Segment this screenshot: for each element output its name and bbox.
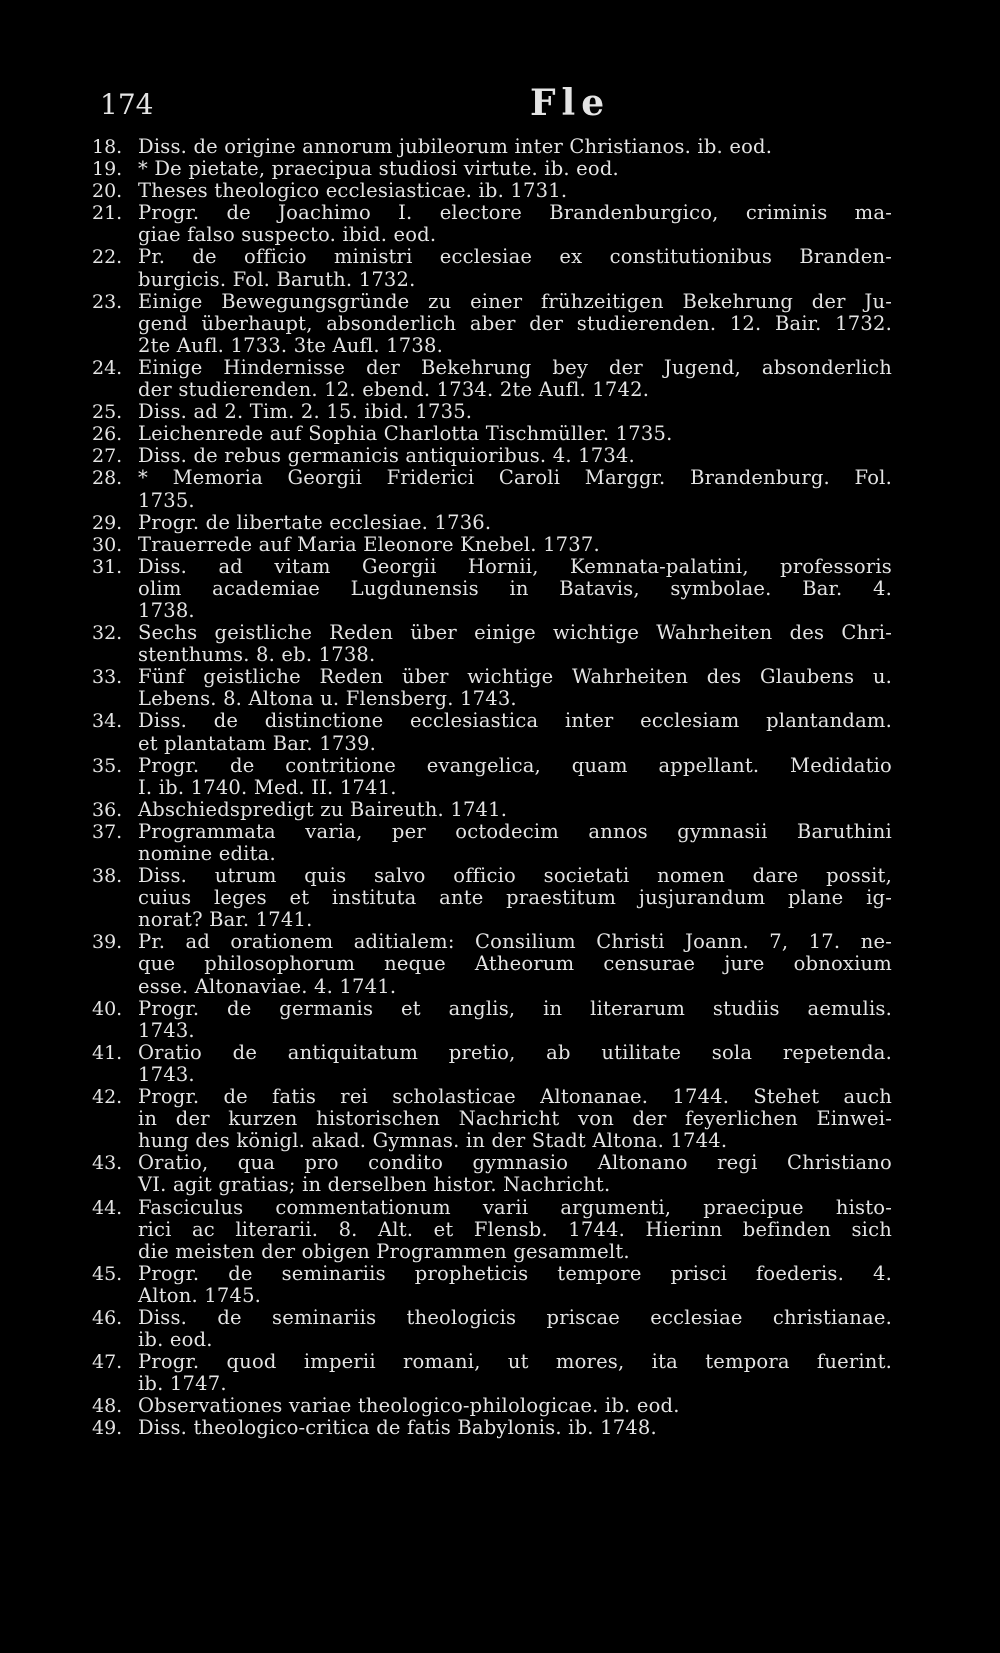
entry-number: 36. (92, 798, 123, 821)
entry-number: 43. (92, 1152, 123, 1175)
entry-line: Einige Bewegungsgründe zu einer frühzeitigen Bekehrung der Ju- (138, 289, 892, 313)
entry-line: cuius leges et instituta ante praestitum jusjurandum plane ig- (138, 886, 892, 910)
entry-text (138, 1197, 892, 1263)
entry-text (138, 246, 892, 290)
bibliography-entry (92, 246, 892, 290)
entry-line: burgicis. Fol. Baruth. 1732. (138, 267, 416, 291)
entry-text (138, 180, 892, 202)
entry-line: Oratio, qua pro condito gymnasio Altonano regi Christiano (138, 1151, 892, 1175)
entry-number: 46. (92, 1306, 123, 1329)
bibliography-entry (92, 666, 892, 710)
entry-text (138, 445, 892, 467)
entry-number: 35. (92, 754, 123, 777)
bibliography-entry (92, 755, 892, 799)
bibliography-entry (92, 1086, 892, 1152)
entry-line: * Memoria Georgii Friderici Caroli Marggr. Brandenburg. Fol. (138, 466, 892, 490)
entry-line: Diss. ad vitam Georgii Hornii, Kemnata-palatini, professoris (138, 554, 892, 578)
entry-number: 42. (92, 1086, 123, 1109)
entry-number: 26. (92, 423, 123, 446)
bibliography-entry (92, 556, 892, 622)
entry-line: 1735. (138, 488, 195, 512)
entry-number: 40. (92, 997, 123, 1020)
entry-line: Fasciculus commentationum varii argumenti, praecipue histo- (138, 1195, 892, 1219)
entry-line: norat? Bar. 1741. (138, 908, 313, 932)
entry-line: I. ib. 1740. Med. II. 1741. (138, 775, 397, 799)
entry-text (138, 799, 892, 821)
entry-line: Progr. de contritione evangelica, quam appellant. Medidatio (138, 753, 892, 777)
entry-text (138, 401, 892, 423)
entry-text (138, 202, 892, 246)
entry-text (138, 1417, 892, 1439)
entry-number: 45. (92, 1262, 123, 1285)
entry-line: Programmata varia, per octodecim annos gymnasii Baruthini (138, 819, 892, 843)
entry-line: Diss. de origine annorum jubileorum inter Christianos. ib. eod. (138, 135, 773, 158)
bibliography-entry (92, 1351, 892, 1395)
entry-line: 1738. (138, 598, 195, 622)
bibliography-entry (92, 180, 892, 202)
bibliography-entry (92, 401, 892, 423)
entry-line: VI. agit gratias; in derselben histor. Nachricht. (138, 1173, 611, 1197)
bibliography-entry (92, 710, 892, 754)
entry-text (138, 467, 892, 511)
bibliography-entry (92, 931, 892, 997)
entry-number: 30. (92, 533, 123, 556)
bibliography-list (92, 136, 892, 1440)
bibliography-entry (92, 467, 892, 511)
entry-line: Oratio de antiquitatum pretio, ab utilitate sola repetenda. (138, 1040, 892, 1064)
bibliography-entry (92, 1417, 892, 1439)
entry-number: 44. (92, 1196, 123, 1219)
entry-line: die meisten der obigen Programmen gesammelt. (138, 1239, 630, 1263)
entry-line: der studierenden. 12. ebend. 1734. 2te Aufl. 1742. (138, 378, 650, 402)
entry-line: Theses theologico ecclesiasticae. ib. 1731. (138, 179, 568, 203)
bibliography-entry (92, 357, 892, 401)
entry-line: Diss. theologico-critica de fatis Babylonis. ib. 1748. (138, 1416, 657, 1440)
entry-line: olim academiae Lugdunensis in Batavis, symbolae. Bar. 4. (138, 576, 892, 600)
entry-text (138, 1307, 892, 1351)
bibliography-entry (92, 1197, 892, 1263)
entry-number: 41. (92, 1041, 123, 1064)
entry-line: rici ac literarii. 8. Alt. et Flensb. 1744. Hierinn befinden sich (138, 1217, 892, 1241)
entry-text (138, 1395, 892, 1417)
bibliography-entry (92, 423, 892, 445)
entry-number: 22. (92, 246, 123, 269)
running-head: Fle (530, 82, 611, 124)
entry-line: Abschiedspredigt zu Baireuth. 1741. (138, 797, 508, 821)
entry-line: Trauerrede auf Maria Eleonore Knebel. 1737. (138, 532, 600, 556)
entry-text (138, 1086, 892, 1152)
entry-line: Diss. ad 2. Tim. 2. 15. ibid. 1735. (138, 400, 473, 424)
entry-text (138, 534, 892, 556)
entry-line: Progr. de Joachimo I. electore Brandenburgico, criminis ma- (138, 201, 892, 225)
entry-number: 28. (92, 467, 123, 490)
entry-line: Einige Hindernisse der Bekehrung bey der Jugend, absonderlich (138, 355, 892, 379)
entry-number: 18. (92, 136, 123, 158)
bibliography-entry (92, 998, 892, 1042)
entry-number: 33. (92, 666, 123, 689)
bibliography-entry (92, 158, 892, 180)
entry-line: que philosophorum neque Atheorum censurae jure obnoxium (138, 952, 892, 976)
entry-line: ib. 1747. (138, 1372, 227, 1396)
entry-line: Sechs geistliche Reden über einige wichtige Wahrheiten des Chri- (138, 621, 892, 645)
entry-line: ib. eod. (138, 1328, 213, 1352)
entry-text (138, 710, 892, 754)
bibliography-entry (92, 1152, 892, 1196)
entry-number: 31. (92, 555, 123, 578)
entry-line: gend überhaupt, absonderlich aber der studierenden. 12. Bair. 1732. (138, 311, 892, 335)
entry-text (138, 931, 892, 997)
entry-number: 20. (92, 180, 123, 203)
entry-line: Diss. de rebus germanicis antiquioribus. 4. 1734. (138, 444, 635, 468)
entry-number: 32. (92, 622, 123, 645)
entry-text (138, 998, 892, 1042)
entry-number: 47. (92, 1351, 123, 1374)
entry-line: Diss. de seminariis theologicis priscae ecclesiae christianae. (138, 1305, 892, 1329)
entry-line: in der kurzen historischen Nachricht von der feyerlichen Einwei- (138, 1107, 892, 1131)
entry-line: 1743. (138, 1018, 195, 1042)
entry-text (138, 865, 892, 931)
bibliography-entry (92, 445, 892, 467)
entry-line: Pr. ad orationem aditialem: Consilium Christi Joann. 7, 17. ne- (138, 930, 892, 954)
entry-number: 27. (92, 445, 123, 468)
entry-number: 24. (92, 356, 123, 379)
bibliography-entry (92, 202, 892, 246)
entry-text (138, 1152, 892, 1196)
bibliography-entry (92, 1395, 892, 1417)
entry-number: 21. (92, 202, 123, 225)
entry-text (138, 1042, 892, 1086)
entry-line: et plantatam Bar. 1739. (138, 731, 377, 755)
entry-text (138, 512, 892, 534)
entry-line: Diss. utrum quis salvo officio societati nomen dare possit, (138, 864, 892, 888)
page-header (100, 82, 890, 128)
bibliography-entry (92, 821, 892, 865)
entry-number: 23. (92, 290, 123, 313)
entry-line: 2te Aufl. 1733. 3te Aufl. 1738. (138, 333, 443, 357)
entry-line: Fünf geistliche Reden über wichtige Wahrheiten des Glaubens u. (138, 665, 892, 689)
bibliography-entry (92, 799, 892, 821)
entry-number: 19. (92, 158, 123, 181)
entry-line: Diss. de distinctione ecclesiastica inter ecclesiam plantandam. (138, 709, 892, 733)
entry-line: giae falso suspecto. ibid. eod. (138, 223, 437, 247)
page-number: 174 (100, 88, 154, 121)
entry-number: 39. (92, 931, 123, 954)
entry-text (138, 1351, 892, 1395)
entry-line: Leichenrede auf Sophia Charlotta Tischmüller. 1735. (138, 422, 673, 446)
entry-text (138, 556, 892, 622)
bibliography-entry (92, 1263, 892, 1307)
entry-line: Progr. de seminariis propheticis tempore prisci foederis. 4. (138, 1261, 892, 1285)
entry-line: Observationes variae theologico-philologicae. ib. eod. (138, 1394, 680, 1418)
bibliography-entry (92, 622, 892, 666)
entry-line: esse. Altonaviae. 4. 1741. (138, 974, 397, 998)
entry-line: 1743. (138, 1062, 195, 1086)
entry-line: Progr. de libertate ecclesiae. 1736. (138, 510, 492, 534)
bibliography-entry (92, 534, 892, 556)
entry-number: 34. (92, 710, 123, 733)
entry-text (138, 1263, 892, 1307)
entry-number: 25. (92, 401, 123, 424)
bibliography-entry (92, 1307, 892, 1351)
entry-text (138, 291, 892, 357)
entry-text (138, 755, 892, 799)
entry-text (138, 821, 892, 865)
entry-number: 48. (92, 1395, 123, 1418)
entry-text (138, 666, 892, 710)
entry-text (138, 357, 892, 401)
bibliography-entry (92, 512, 892, 534)
entry-line: nomine edita. (138, 842, 276, 865)
entry-number: 49. (92, 1417, 123, 1440)
entry-line: Lebens. 8. Altona u. Flensberg. 1743. (138, 687, 517, 711)
entry-line: Progr. de fatis rei scholasticae Altonanae. 1744. Stehet auch (138, 1085, 892, 1109)
entry-text (138, 622, 892, 666)
entry-text (138, 423, 892, 445)
bibliography-entry (92, 291, 892, 357)
bibliography-entry (92, 1042, 892, 1086)
entry-line: Progr. de germanis et anglis, in literarum studiis aemulis. (138, 996, 892, 1020)
entry-number: 29. (92, 511, 123, 534)
entry-line: stenthums. 8. eb. 1738. (138, 643, 376, 667)
entry-number: 38. (92, 865, 123, 888)
entry-line: hung des königl. akad. Gymnas. in der Stadt Altona. 1744. (138, 1129, 728, 1153)
entry-line: * De pietate, praecipua studiosi virtute. ib. eod. (138, 157, 619, 181)
entry-text (138, 136, 892, 158)
bibliography-entry (92, 136, 892, 158)
entry-number: 37. (92, 820, 123, 843)
entry-line: Alton. 1745. (138, 1283, 262, 1307)
entry-text (138, 158, 892, 180)
bibliography-entry (92, 865, 892, 931)
entry-line: Progr. quod imperii romani, ut mores, ita tempora fuerint. (138, 1350, 892, 1374)
entry-line: Pr. de officio ministri ecclesiae ex constitutionibus Branden- (138, 245, 892, 269)
